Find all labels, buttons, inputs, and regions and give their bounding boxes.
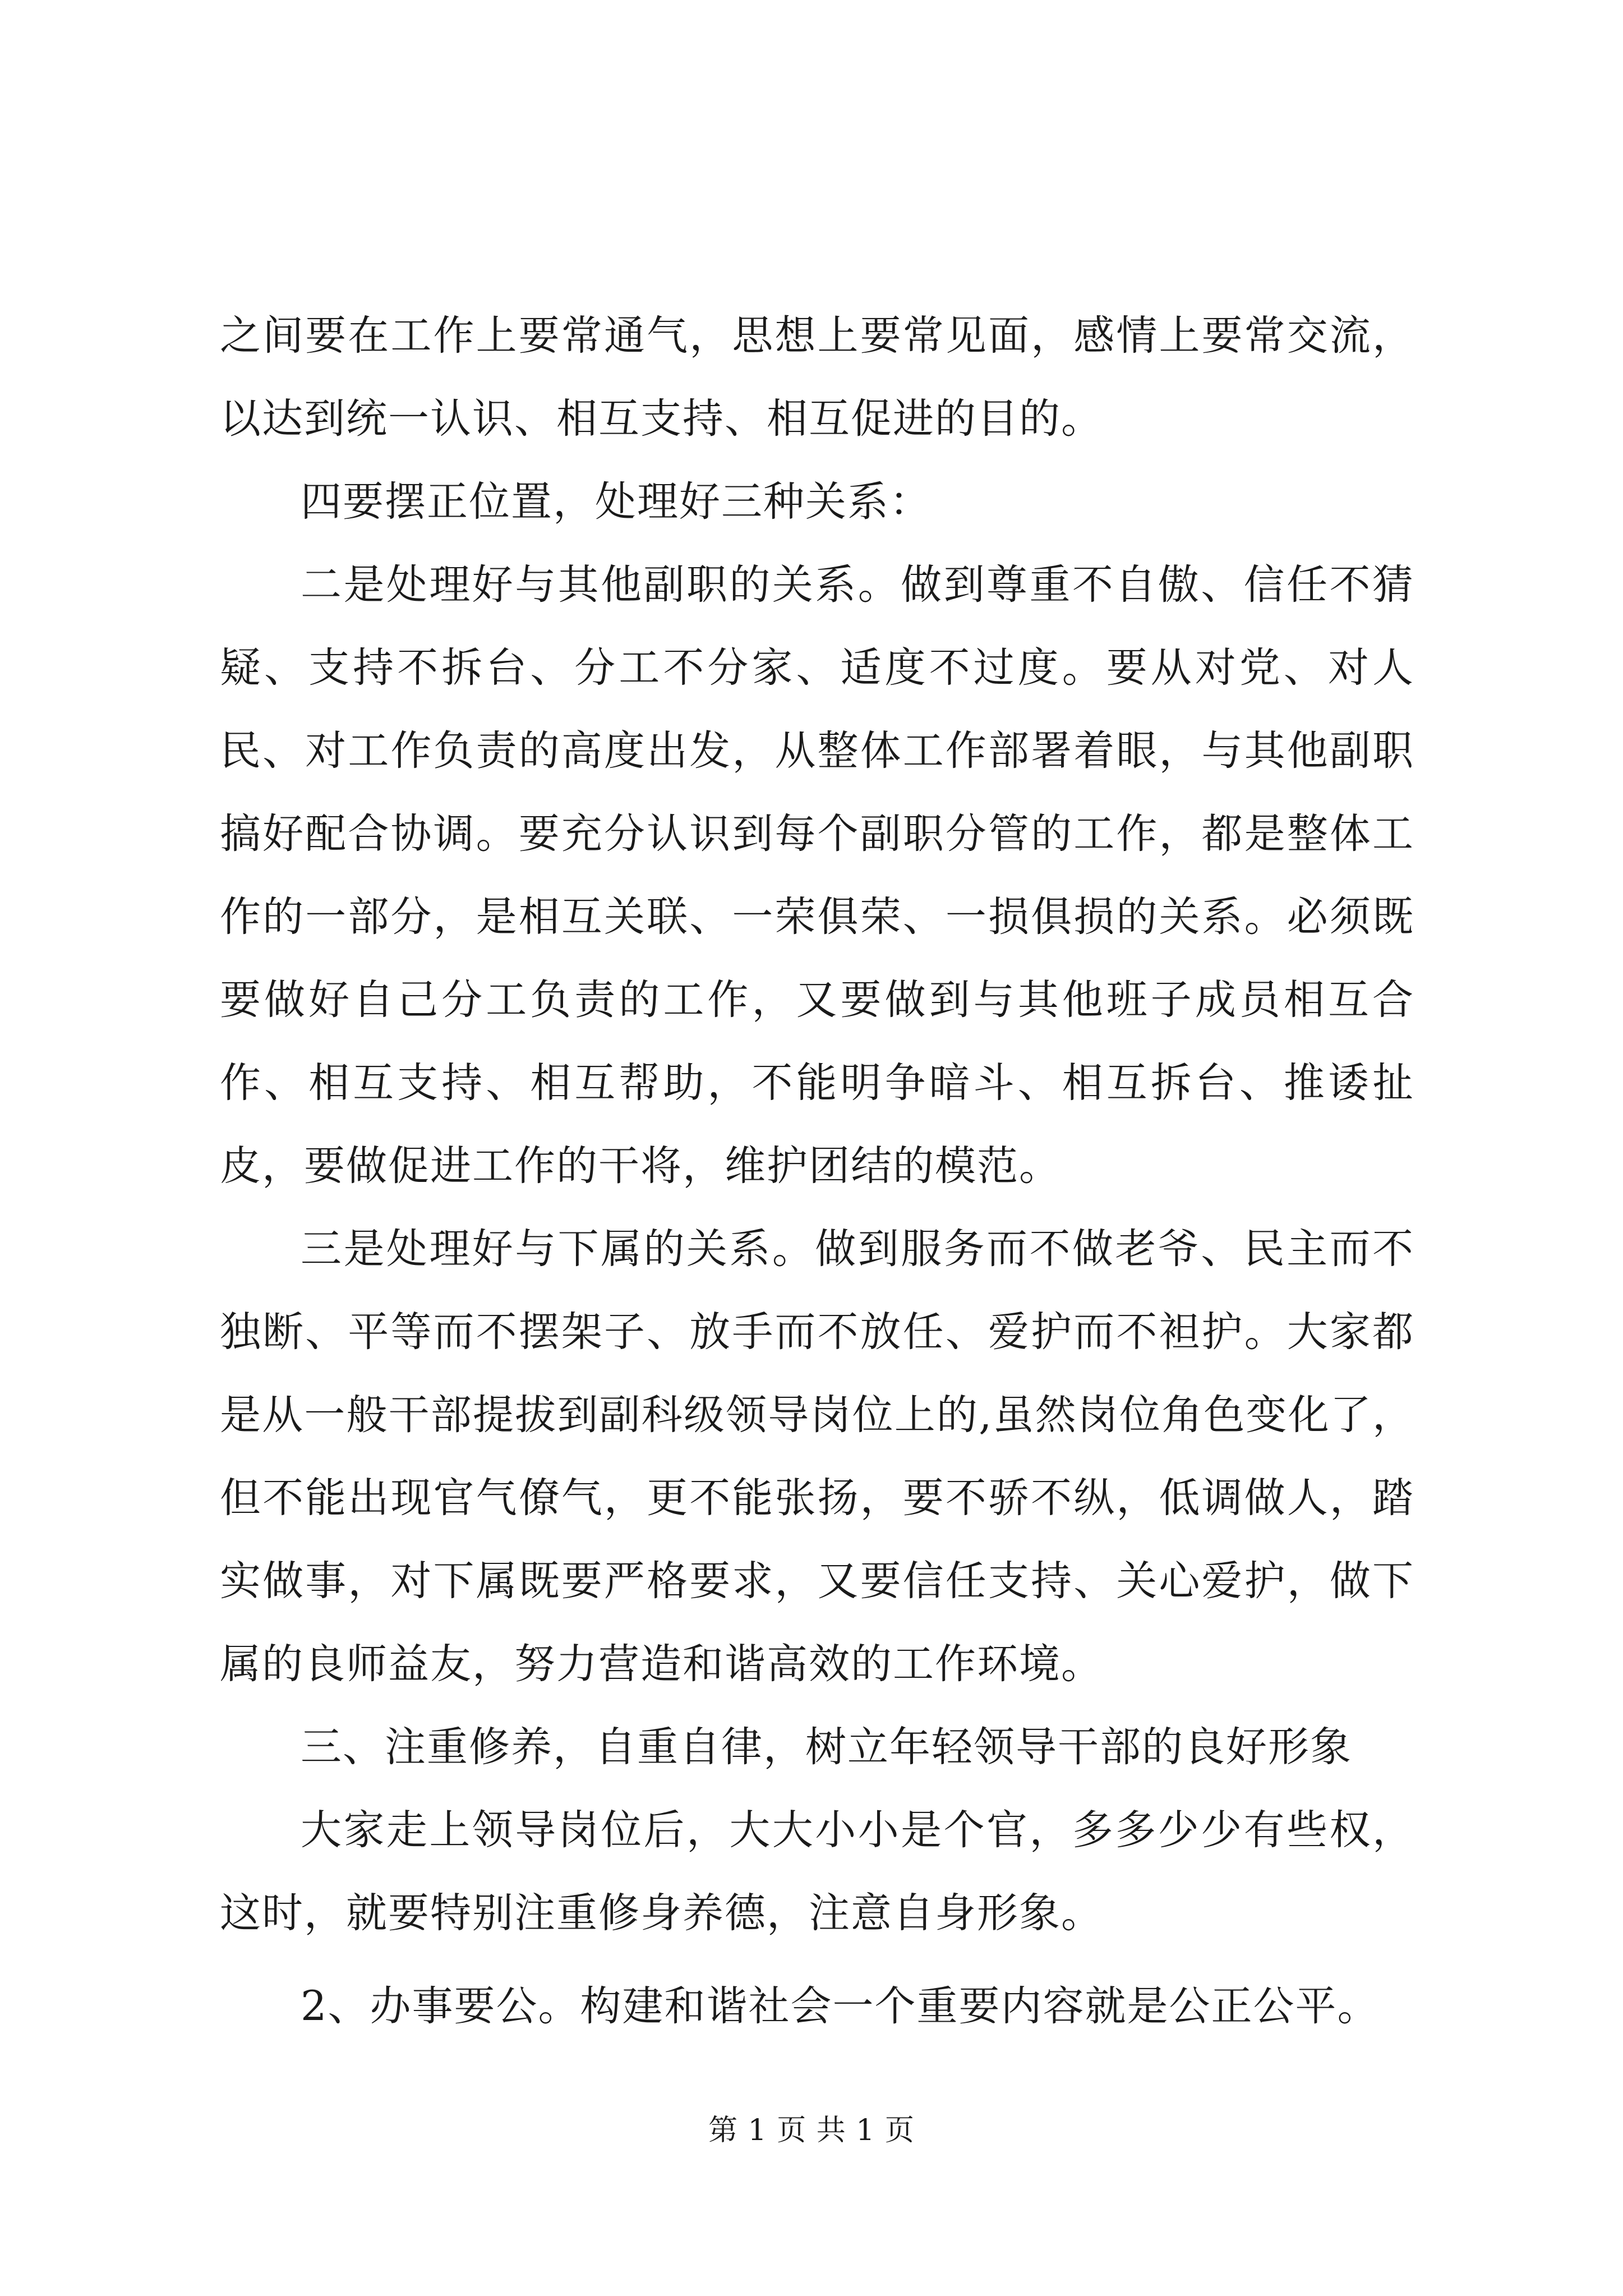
paragraph-fairness: 2、办事要公。构建和谐社会一个重要内容就是公正公平。: [301, 1982, 1380, 2030]
paragraph-self-cultivation: 大家走上领导岗位后，大大小小是个官，多多少少有些权，这时，就要特别注重修身养德，注意自身形象。: [220, 1806, 1414, 1937]
paragraph-heading-positioning: 四要摆正位置，处理好三种关系：: [301, 478, 932, 526]
document-body: [220, 295, 1414, 2048]
paragraph-deputies-relationship: 二是处理好与其他副职的关系。做到尊重不自傲、信任不猜疑、支持不拆台、分工不分家、适度不过度。要从对党、对人民、对工作负责的高度出发，从整体工作部署着眼，与其他副职搞好配合协调。要充分认识到每个副职分管的工作，都是整体工作的一部分，是相互关联、一荣俱荣、一损俱损的关系。必须既要做好自己分工负责的工作，又要做到与其他班子成员相互合作、相互支持、相互帮助，不能明争暗斗、相互拆台、推诿扯皮，要做促进工作的干将，维护团结的模范。: [220, 561, 1414, 1190]
section-heading-self-cultivation: 三、注重修养，自重自律，树立年轻领导干部的良好形象: [301, 1723, 1352, 1771]
page-number-footer: 第 1 页 共 1 页: [708, 2114, 915, 2147]
paragraph-subordinates-relationship: 三是处理好与下属的关系。做到服务而不做老爷、民主而不独断、平等而不摆架子、放手而不放任、爱护而不袒护。大家都是从一般干部提拔到副科级领导岗位上的,虽然岗位角色变化了，但不能出现官气僚气，更不能张扬，要不骄不纵，低调做人，踏实做事，对下属既要严格要求，又要信任支持、关心爱护，做下属的良师益友，努力营造和谐高效的工作环境。: [220, 1225, 1415, 1688]
paragraph-continuation: 之间要在工作上要常通气，思想上要常见面，感情上要常交流，以达到统一认识、相互支持、相互促进的目的。: [220, 312, 1414, 443]
